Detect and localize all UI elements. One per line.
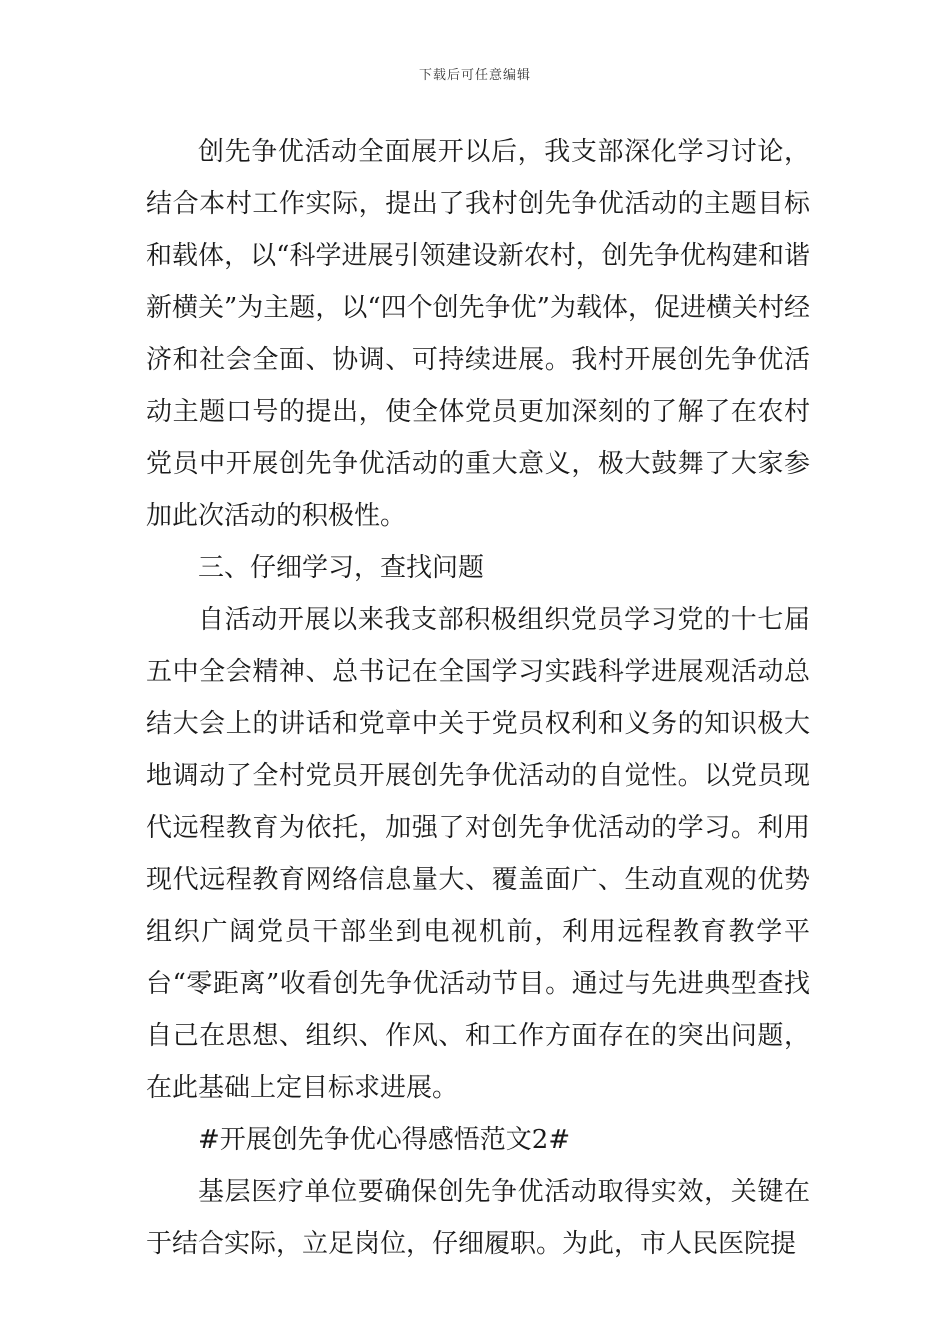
document-body bbox=[146, 126, 810, 1270]
paragraph-study: 自活动开展以来我支部积极组织党员学习党的十七届五中全会精神、总书记在全国学习实践科学进展观活动总结大会上的讲话和党章中关于党员权利和义务的知识极大地调动了全村党员开展创先争优活动的自觉性。以党员现代远程教育为依托，加强了对创先争优活动的学习。利用现代远程教育网络信息量大、覆盖面广、生动直观的优势组织广阔党员干部坐到电视机前，利用远程教育教学平台“零距离”收看创先争优活动节目。通过与先进典型查找自己在思想、组织、作风、和工作方面存在的突出问题，在此基础上定目标求进展。 bbox=[146, 605, 810, 1103]
header-note: 下载后可任意编辑 bbox=[418, 68, 531, 83]
essay-title: #开展创先争优心得感悟范文2# bbox=[198, 1125, 571, 1155]
paragraph-medical: 基层医疗单位要确保创先争优活动取得实效，关键在于结合实际，立足岗位，仔细履职。为此，市人民医院提 bbox=[146, 1177, 810, 1259]
section-heading: 三、仔细学习，查找问题 bbox=[198, 553, 485, 583]
paragraph-intro: 创先争优活动全面展开以后，我支部深化学习讨论，结合本村工作实际，提出了我村创先争优活动的主题目标和载体，以“科学进展引领建设新农村，创先争优构建和谐新横关”为主题，以“四个创先争优”为载体，促进横关村经济和社会全面、协调、可持续进展。我村开展创先争优活动主题口号的提出，使全体党员更加深刻的了解了在农村党员中开展创先争优活动的重大意义，极大鼓舞了大家参加此次活动的积极性。 bbox=[146, 137, 810, 531]
